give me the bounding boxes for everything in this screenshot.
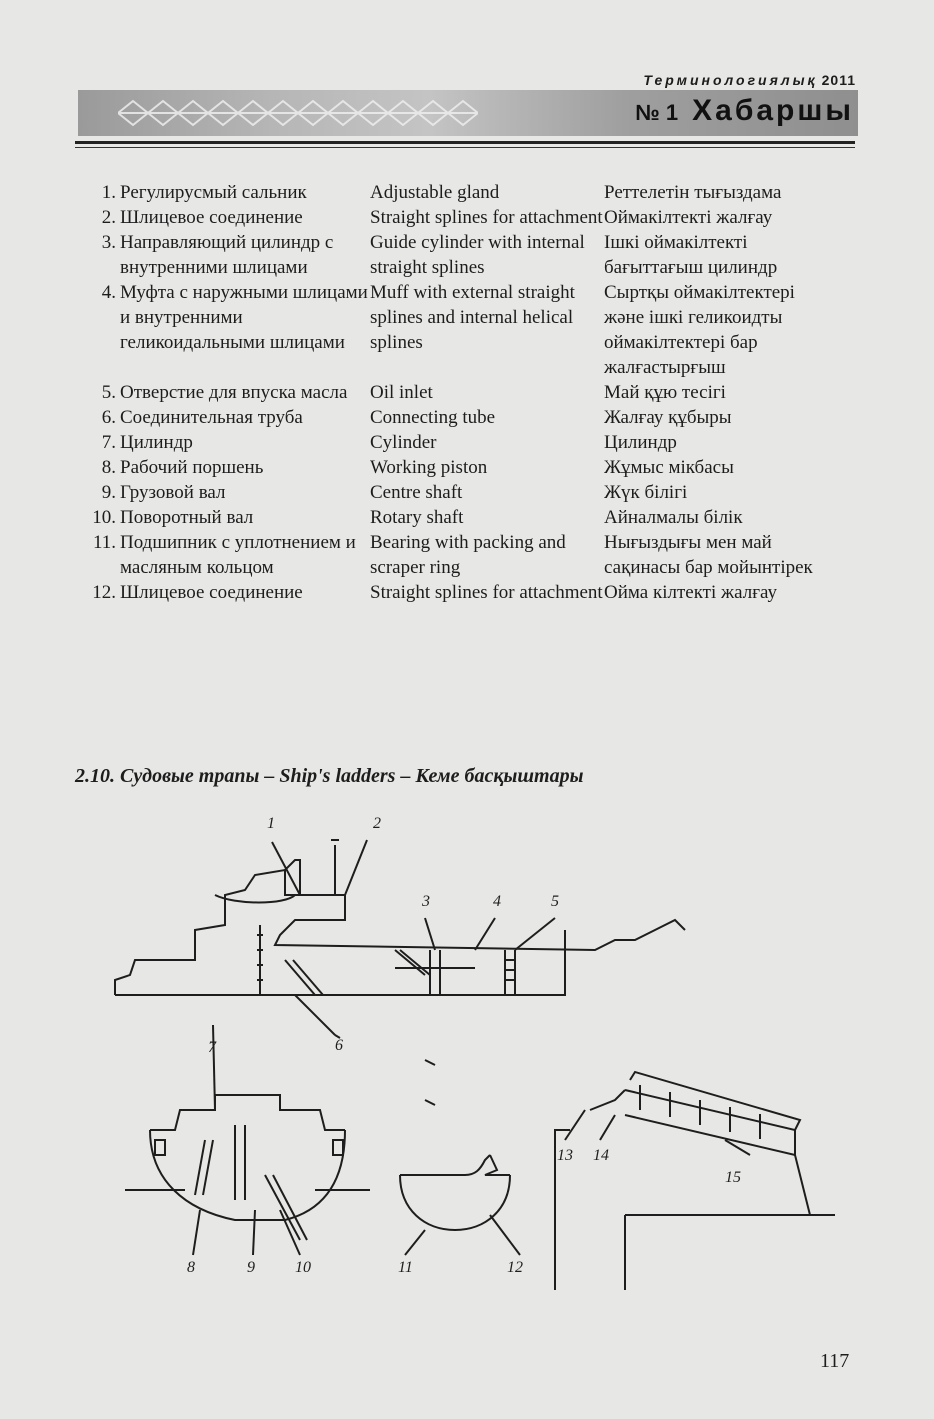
figure-label: 14 xyxy=(593,1147,609,1164)
term-kazakh: Оймакілтекті жалғау xyxy=(604,207,773,228)
header-rule xyxy=(75,141,855,144)
term-number: 11. xyxy=(92,532,116,553)
term-number: 1. xyxy=(101,182,116,203)
term-row xyxy=(78,280,838,380)
term-english: Straight splines for attachment xyxy=(370,207,603,228)
term-russian: Подшипник с уплотнением и масляным кольцом xyxy=(120,532,356,578)
term-kazakh: Жүк білігі xyxy=(604,482,688,503)
term-english: Cylinder xyxy=(370,432,437,453)
figure-label: 11 xyxy=(398,1259,413,1276)
term-kazakh: Цилиндр xyxy=(604,432,677,453)
term-row xyxy=(78,230,838,280)
figure-label: 10 xyxy=(295,1259,311,1276)
terms-table xyxy=(78,180,838,605)
figure-label: 4 xyxy=(493,893,501,910)
term-russian: Отверстие для впуска масла xyxy=(120,382,348,403)
term-number: 8. xyxy=(101,457,116,478)
term-english: Guide cylinder with internal straight splines xyxy=(370,232,585,278)
journal-title-text: Хабаршы xyxy=(692,94,854,127)
term-english: Connecting tube xyxy=(370,407,496,428)
section-title: 2.10. Судовые трапы – Ship's ladders – Кеме басқыштары xyxy=(75,765,584,787)
term-russian: Рабочий поршень xyxy=(120,457,264,478)
term-english: Oil inlet xyxy=(370,382,433,403)
term-english: Straight splines for attachment xyxy=(370,582,603,603)
term-kazakh: Жалғау құбыры xyxy=(604,407,732,428)
figure-label: 13 xyxy=(557,1147,573,1164)
term-kazakh: Сыртқы оймакілтектері және ішкі геликоидты оймакілтектері бар жалғастырғыш xyxy=(604,282,795,378)
journal-year: 2011 xyxy=(821,72,856,88)
term-row xyxy=(78,180,838,205)
figure-label: 5 xyxy=(551,893,559,910)
term-russian: Муфта с наружными шлицами и внутренними геликоидальными шлицами xyxy=(120,282,368,353)
term-number: 10. xyxy=(92,507,116,528)
term-row xyxy=(78,530,838,580)
term-english: Bearing with packing and scraper ring xyxy=(370,532,566,578)
term-russian: Соединительная труба xyxy=(120,407,303,428)
term-russian: Шлицевое соединение xyxy=(120,207,303,228)
term-english: Centre shaft xyxy=(370,482,463,503)
term-english: Working piston xyxy=(370,457,488,478)
term-row xyxy=(78,455,838,480)
issue-number: № 1 xyxy=(635,100,679,125)
journal-title xyxy=(635,94,854,128)
term-number: 9. xyxy=(101,482,116,503)
term-row xyxy=(78,430,838,455)
term-kazakh: Жұмыс мікбасы xyxy=(604,457,734,478)
term-kazakh: Ішкі оймакілтекті бағыттағыш цилиндр xyxy=(604,232,778,278)
figure-label: 9 xyxy=(247,1259,255,1276)
term-russian: Направляющий цилиндр с внутренними шлицами xyxy=(120,232,334,278)
term-kazakh: Айналмалы білік xyxy=(604,507,743,528)
term-kazakh: Ойма кілтекті жалғау xyxy=(604,582,777,603)
term-russian: Цилиндр xyxy=(120,432,193,453)
term-english: Adjustable gland xyxy=(370,182,500,203)
term-number: 6. xyxy=(101,407,116,428)
term-number: 3. xyxy=(101,232,116,253)
term-row xyxy=(78,505,838,530)
term-english: Rotary shaft xyxy=(370,507,464,528)
term-number: 5. xyxy=(101,382,116,403)
figure-label: 3 xyxy=(422,893,430,910)
page-number: 117 xyxy=(820,1350,850,1372)
figure-label: 15 xyxy=(725,1169,741,1186)
figure-label: 6 xyxy=(335,1037,343,1054)
header-banner xyxy=(78,90,858,136)
journal-header xyxy=(600,72,856,88)
term-russian: Регулирусмый сальник xyxy=(120,182,307,203)
term-number: 4. xyxy=(101,282,116,303)
figure-label: 7 xyxy=(208,1039,216,1056)
term-row xyxy=(78,580,838,605)
term-number: 2. xyxy=(101,207,116,228)
term-russian: Поворотный вал xyxy=(120,507,254,528)
figure-label: 1 xyxy=(267,815,275,832)
header-rule-thin xyxy=(75,147,855,148)
term-russian: Грузовой вал xyxy=(120,482,226,503)
term-row xyxy=(78,380,838,405)
term-russian: Шлицевое соединение xyxy=(120,582,303,603)
ships-ladders-figure xyxy=(95,810,835,1300)
term-kazakh: Нығыздығы мен май сақинасы бар мойынтірек xyxy=(604,532,813,578)
term-kazakh: Реттелетін тығыздама xyxy=(604,182,782,203)
term-kazakh: Май құю тесігі xyxy=(604,382,726,403)
term-row xyxy=(78,405,838,430)
term-english: Muff with external straight splines and internal helical splines xyxy=(370,282,575,353)
term-row xyxy=(78,205,838,230)
ornament-icon xyxy=(118,98,478,128)
term-row xyxy=(78,480,838,505)
term-number: 7. xyxy=(101,432,116,453)
figure-label: 2 xyxy=(373,815,381,832)
figure-label: 12 xyxy=(507,1259,523,1276)
journal-name: Терминологиялық xyxy=(643,72,818,88)
term-number: 12. xyxy=(92,582,116,603)
figure-label: 8 xyxy=(187,1259,195,1276)
